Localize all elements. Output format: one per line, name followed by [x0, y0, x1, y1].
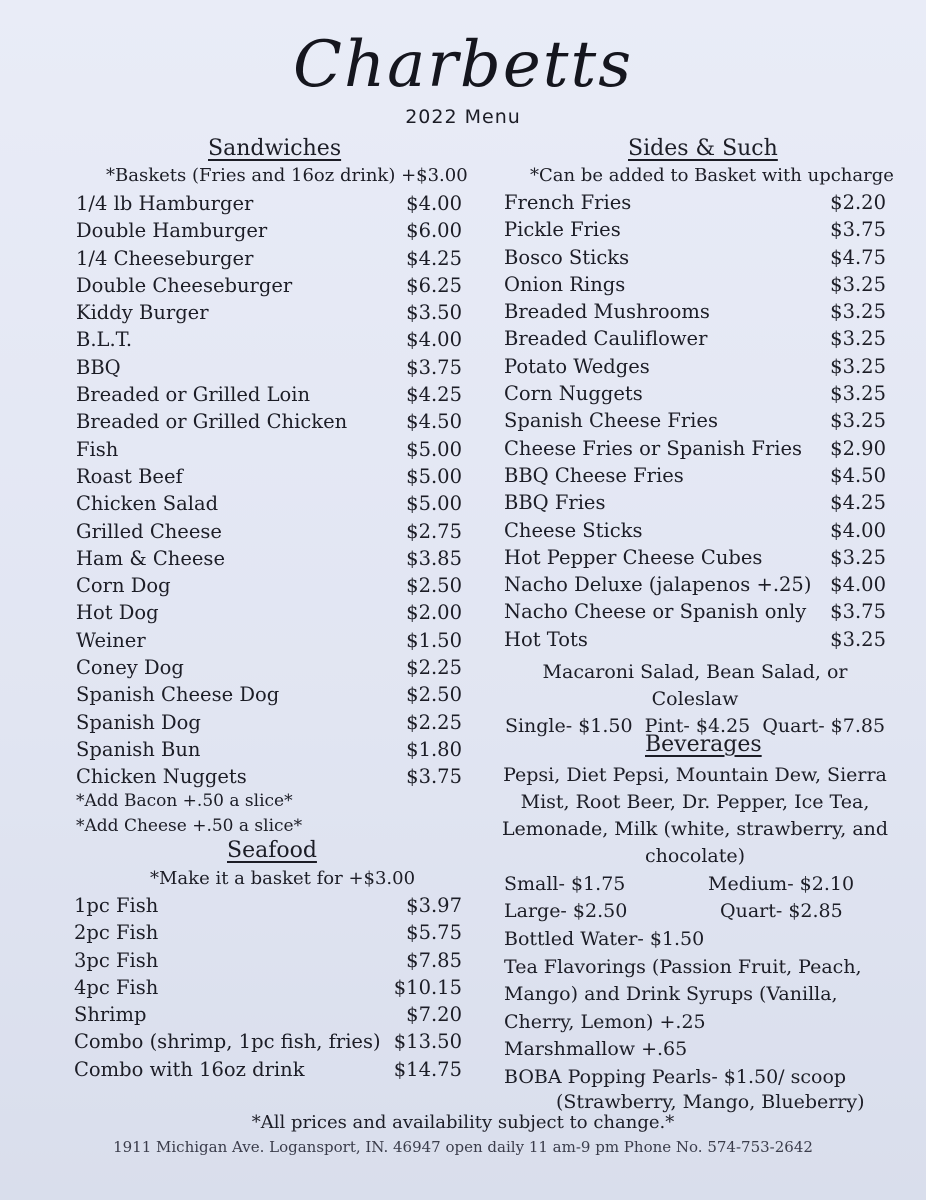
- menu-item: [74, 921, 462, 948]
- item-name: Double Cheeseburger: [76, 273, 293, 297]
- sandwiches-list: [76, 192, 462, 793]
- menu-item: [76, 711, 462, 738]
- beverage-line: Marshmallow +.65: [504, 1038, 688, 1061]
- menu-item: [76, 492, 462, 519]
- item-name: Fish: [76, 437, 119, 461]
- item-price: $3.75: [406, 355, 462, 379]
- item-name: BBQ Cheese Fries: [504, 463, 684, 487]
- menu-item: [76, 219, 462, 246]
- item-name: BBQ: [76, 355, 121, 379]
- item-name: 3pc Fish: [74, 948, 159, 972]
- item-price: $4.75: [830, 245, 886, 269]
- addons-list: [76, 789, 376, 838]
- item-price: $3.25: [830, 409, 886, 433]
- drink-sizes: [504, 871, 884, 925]
- menu-item: [76, 328, 462, 355]
- item-name: 1/4 Cheeseburger: [76, 246, 254, 270]
- address-hours-phone: 1911 Michigan Ave. Logansport, IN. 46947 open daily 11 am-9 pm Phone No. 574-753-2642: [113, 1138, 813, 1156]
- item-name: Hot Tots: [504, 627, 588, 651]
- menu-item: [504, 519, 886, 546]
- menu-year: 2022 Menu: [405, 106, 521, 128]
- menu-item: [76, 247, 462, 274]
- menu-item: [504, 246, 886, 273]
- item-price: $13.50: [393, 1030, 462, 1054]
- menu-item: [504, 628, 886, 655]
- item-name: 4pc Fish: [74, 975, 159, 999]
- seafood-list: [74, 894, 462, 1085]
- addon-note: *Add Bacon +.50 a slice*: [76, 791, 293, 811]
- drink-size-row: [504, 871, 884, 898]
- item-price: $3.25: [830, 627, 886, 651]
- menu-item: [76, 520, 462, 547]
- item-price: $4.00: [830, 518, 886, 542]
- seafood-basket-note: *Make it a basket for +$3.00: [150, 868, 416, 889]
- item-name: Chicken Nuggets: [76, 765, 247, 789]
- item-price: $6.25: [406, 273, 462, 297]
- drinks-list: [500, 762, 890, 870]
- item-name: 1pc Fish: [74, 894, 159, 917]
- item-name: Kiddy Burger: [76, 301, 209, 325]
- item-price: $2.25: [406, 710, 462, 734]
- item-name: Weiner: [76, 628, 146, 652]
- item-name: Breaded or Grilled Loin: [76, 383, 311, 407]
- item-name: Chicken Salad: [76, 492, 219, 516]
- item-price: $4.00: [406, 192, 462, 215]
- item-name: Breaded Cauliflower: [504, 327, 708, 351]
- item-name: Pickle Fries: [504, 218, 621, 242]
- menu-item: [504, 382, 886, 409]
- item-name: Hot Dog: [76, 601, 159, 625]
- size-large: Large- $2.50: [504, 900, 628, 923]
- menu-item: [76, 738, 462, 765]
- item-price: $5.00: [406, 464, 462, 488]
- drink-size-row: [504, 898, 884, 925]
- item-name: Bosco Sticks: [504, 245, 630, 269]
- item-price: $5.75: [406, 921, 462, 945]
- beverages-heading: Beverages: [645, 732, 762, 757]
- beverage-line: Mango) and Drink Syrups (Vanilla,: [504, 983, 838, 1006]
- item-price: $6.00: [406, 219, 462, 243]
- menu-item: [76, 629, 462, 656]
- item-price: $5.00: [406, 492, 462, 516]
- item-price: $7.85: [406, 948, 462, 972]
- item-price: $4.25: [830, 491, 886, 515]
- item-name: Hot Pepper Cheese Cubes: [504, 545, 763, 569]
- item-price: $1.50: [406, 628, 462, 652]
- boba-flavors: (Strawberry, Mango, Blueberry): [556, 1091, 865, 1113]
- item-price: $2.25: [406, 656, 462, 680]
- salads-prices: Single- $1.50 Pint- $4.25 Quart- $7.85: [504, 715, 886, 737]
- item-price: $3.97: [406, 894, 462, 917]
- item-price: $3.25: [830, 382, 886, 406]
- salads-line: Macaroni Salad, Bean Salad, or Coleslaw: [542, 661, 848, 710]
- item-price: $1.80: [406, 737, 462, 761]
- item-price: $3.25: [830, 272, 886, 296]
- item-price: $4.50: [406, 410, 462, 434]
- item-name: Grilled Cheese: [76, 519, 222, 543]
- size-small: Small- $1.75: [504, 873, 626, 895]
- menu-item: [504, 300, 886, 327]
- item-name: Spanish Bun: [76, 737, 201, 761]
- menu-item: [504, 355, 886, 382]
- beverage-line: Bottled Water- $1.50: [504, 928, 705, 950]
- item-price: $2.00: [406, 601, 462, 625]
- beverage-line: BOBA Popping Pearls- $1.50/ scoop: [504, 1065, 847, 1088]
- item-name: Spanish Cheese Dog: [76, 683, 280, 707]
- menu-item: [504, 464, 886, 491]
- sandwiches-basket-note: *Baskets (Fries and 16oz drink) +$3.00: [106, 165, 468, 186]
- item-price: $3.50: [406, 301, 462, 325]
- menu-item: [74, 1058, 462, 1085]
- menu-item: [76, 383, 462, 410]
- item-name: Combo (shrimp, 1pc fish, fries): [74, 1030, 381, 1054]
- restaurant-title: Charbetts: [292, 28, 634, 102]
- item-name: Onion Rings: [504, 272, 626, 296]
- menu-item: [76, 656, 462, 683]
- menu-item: [76, 192, 462, 219]
- item-name: Shrimp: [74, 1003, 147, 1027]
- item-price: $7.20: [406, 1003, 462, 1027]
- item-name: French Fries: [504, 191, 632, 214]
- item-name: Roast Beef: [76, 464, 183, 488]
- menu-item: [74, 1030, 462, 1057]
- menu-item: [76, 438, 462, 465]
- other-beverages: [504, 926, 884, 1092]
- menu-item: [74, 976, 462, 1003]
- item-price: $2.75: [406, 519, 462, 543]
- item-name: Breaded or Grilled Chicken: [76, 410, 348, 434]
- item-price: $3.25: [830, 545, 886, 569]
- menu-item: [76, 465, 462, 492]
- menu-item: [76, 301, 462, 328]
- price-disclaimer: *All prices and availability subject to change.*: [251, 1112, 675, 1133]
- menu-item: [504, 600, 886, 627]
- menu-item: [76, 601, 462, 628]
- item-price: $3.25: [830, 327, 886, 351]
- menu-item: [504, 218, 886, 245]
- item-price: $2.20: [830, 191, 886, 214]
- item-name: Coney Dog: [76, 656, 184, 680]
- beverage-line: Cherry, Lemon) +.25: [504, 1010, 706, 1033]
- sides-list: [504, 191, 886, 655]
- seafood-heading: Seafood: [227, 838, 317, 863]
- item-name: Corn Dog: [76, 574, 171, 598]
- item-name: Cheese Fries or Spanish Fries: [504, 436, 803, 460]
- menu-item: [76, 547, 462, 574]
- item-price: $3.25: [830, 354, 886, 378]
- menu-item: [504, 327, 886, 354]
- item-price: $4.25: [406, 246, 462, 270]
- item-price: $5.00: [406, 437, 462, 461]
- item-name: Spanish Dog: [76, 710, 201, 734]
- item-name: Combo with 16oz drink: [74, 1057, 305, 1081]
- salads-block: [500, 659, 890, 740]
- item-name: Spanish Cheese Fries: [504, 409, 718, 433]
- item-name: BBQ Fries: [504, 491, 606, 515]
- menu-item: [76, 410, 462, 437]
- menu-item: [504, 191, 886, 218]
- menu-item: [504, 409, 886, 436]
- item-price: $3.85: [406, 546, 462, 570]
- item-name: Nacho Deluxe (jalapenos +.25): [504, 573, 812, 597]
- item-name: Potato Wedges: [504, 354, 650, 378]
- item-price: $4.00: [830, 573, 886, 597]
- item-name: 1/4 lb Hamburger: [76, 192, 254, 215]
- item-price: $4.50: [830, 463, 886, 487]
- item-price: $3.75: [830, 218, 886, 242]
- menu-item: [504, 546, 886, 573]
- menu-item: [504, 437, 886, 464]
- sandwiches-heading: Sandwiches: [208, 136, 342, 161]
- item-price: $2.50: [406, 683, 462, 707]
- size-quart: Quart- $2.85: [720, 900, 843, 923]
- drinks-line: Mist, Root Beer, Dr. Pepper, Ice Tea,: [520, 791, 870, 813]
- menu-item: [76, 356, 462, 383]
- item-name: B.L.T.: [76, 328, 133, 352]
- item-price: $4.25: [406, 383, 462, 407]
- item-name: Ham & Cheese: [76, 546, 225, 570]
- drinks-line: Pepsi, Diet Pepsi, Mountain Dew, Sierra: [503, 764, 887, 786]
- drinks-line: Lemonade, Milk (white, strawberry, and: [501, 818, 889, 840]
- item-name: Corn Nuggets: [504, 382, 643, 406]
- sides-upcharge-note: *Can be added to Basket with upcharge: [530, 165, 894, 186]
- drinks-line: chocolate): [644, 845, 746, 867]
- sides-heading: Sides & Such: [628, 136, 778, 161]
- menu-item: [74, 949, 462, 976]
- beverage-line: Tea Flavorings (Passion Fruit, Peach,: [504, 955, 862, 978]
- menu-item: [76, 683, 462, 710]
- item-name: 2pc Fish: [74, 921, 159, 945]
- size-medium: Medium- $2.10: [708, 873, 855, 895]
- menu-item: [504, 273, 886, 300]
- item-price: $14.75: [393, 1057, 462, 1081]
- item-price: $4.00: [406, 328, 462, 352]
- item-price: $10.15: [393, 975, 462, 999]
- menu-item: [74, 1003, 462, 1030]
- item-name: Nacho Cheese or Spanish only: [504, 600, 807, 624]
- addon-note: *Add Cheese +.50 a slice*: [76, 815, 303, 836]
- menu-item: [74, 894, 462, 921]
- item-name: Breaded Mushrooms: [504, 300, 710, 324]
- item-price: $3.25: [830, 300, 886, 324]
- item-price: $2.50: [406, 574, 462, 598]
- item-price: $2.90: [830, 436, 886, 460]
- menu-item: [76, 574, 462, 601]
- item-price: $3.75: [406, 765, 462, 789]
- item-price: $3.75: [830, 600, 886, 624]
- item-name: Double Hamburger: [76, 219, 268, 243]
- item-name: Cheese Sticks: [504, 518, 643, 542]
- menu-item: [504, 491, 886, 518]
- menu-item: [76, 274, 462, 301]
- menu-item: [504, 573, 886, 600]
